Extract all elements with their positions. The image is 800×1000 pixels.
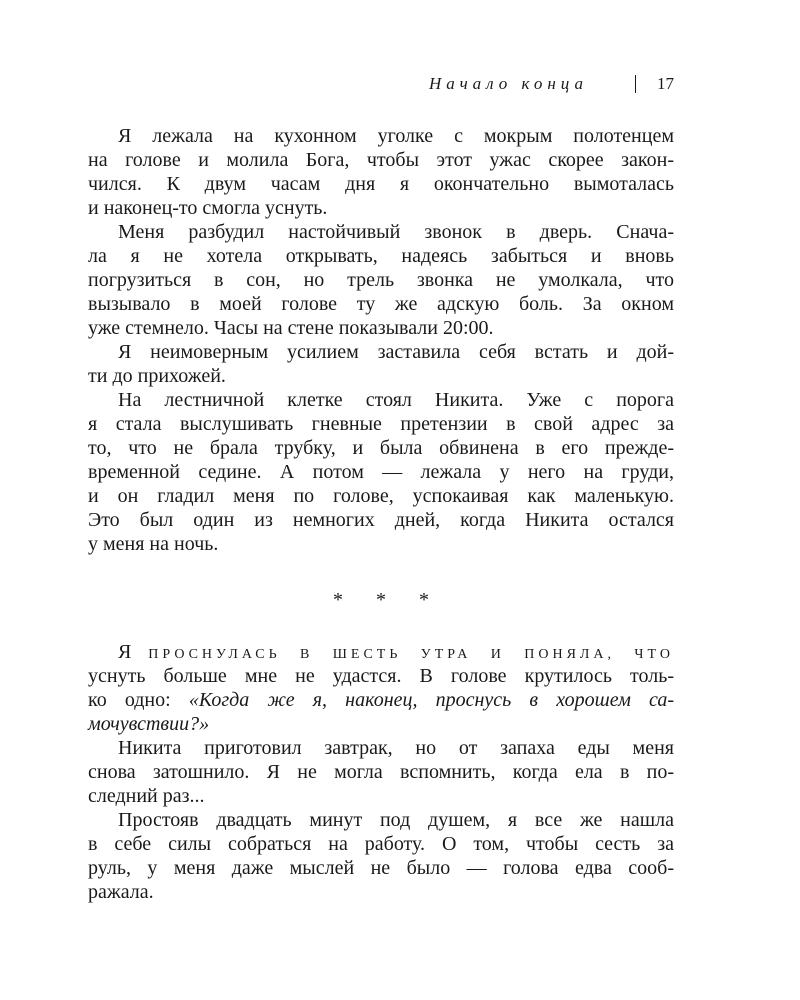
- paragraph: [88, 640, 674, 736]
- initial-word: Я: [118, 641, 132, 663]
- text-line: ражала.: [88, 881, 154, 903]
- text-line: Это был один из немногих дней, когда Никита остался: [88, 509, 674, 531]
- text-line: [88, 688, 674, 712]
- text-line: уснуть больше мне не удастся. В голове крутилось толь-: [88, 665, 674, 687]
- text-line: погрузиться в сон, но трель звонка не умолкала, что: [88, 269, 674, 291]
- text-line: Я лежала на кухонном уголке с мокрым полотенцем: [118, 125, 674, 147]
- text-line: и он гладил меня по голове, успокаивая как маленькую.: [88, 485, 674, 507]
- running-title: Начало конца: [429, 74, 588, 93]
- text-line: снова затошнило. Я не могла вспомнить, когда ела в по-: [88, 761, 674, 783]
- paragraph: [88, 220, 674, 340]
- paragraph: [88, 808, 674, 904]
- italic-quote: «Когда же я, наконец, проснусь в хорошем са-: [188, 689, 674, 711]
- text-line: то, что не брала трубку, и была обвинена в его прежде-: [88, 437, 674, 459]
- paragraph: [88, 388, 674, 556]
- text-line: временной седине. А потом — лежала у него на груди,: [88, 461, 674, 483]
- text-line: вызывало в моей голове ту же адскую боль. За окном: [88, 293, 674, 315]
- text-line: На лестничной клетке стоял Никита. Уже с порога: [118, 389, 674, 411]
- header-divider: [635, 75, 636, 93]
- paragraph: [88, 736, 674, 808]
- text-line: уже стемнело. Часы на стене показывали 20:00.: [88, 317, 494, 339]
- text-line: [88, 640, 674, 664]
- text-segment: ко одно:: [88, 689, 189, 711]
- text-line: чился. К двум часам дня я окончательно вымоталась: [88, 173, 674, 195]
- paragraph: [88, 340, 674, 388]
- text-line: Никита приготовил завтрак, но от запаха еды меня: [118, 737, 674, 759]
- text-line: ла я не хотела открывать, надеясь забыться и вновь: [88, 245, 674, 267]
- text-line: я стала выслушивать гневные претензии в свой адрес за: [88, 413, 674, 435]
- smallcaps-lead: ПРОСНУЛАСЬ В ШЕСТЬ УТРА И ПОНЯЛА, ЧТО: [148, 647, 675, 662]
- body-text: [88, 124, 674, 904]
- text-line: Я неимоверным усилием заставила себя встать и дой-: [118, 341, 674, 363]
- paragraph: [88, 124, 674, 220]
- page-number: 17: [657, 74, 674, 93]
- text-line: руль, у меня даже мыслей не было — голова едва сооб-: [88, 857, 674, 879]
- text-line: у меня на ночь.: [88, 533, 219, 555]
- text-line: Меня разбудил настойчивый звонок в дверь. Снача-: [118, 221, 674, 243]
- running-head: [88, 70, 674, 98]
- section-separator: * * *: [333, 589, 443, 611]
- text-line: Простояв двадцать минут под душем, я все же нашла: [118, 809, 674, 831]
- text-line: на голове и молила Бога, чтобы этот ужас скорее закон-: [88, 149, 674, 171]
- text-line: в себе силы собраться на работу. О том, чтобы сесть за: [88, 833, 674, 855]
- text-line: и наконец-то смогла уснуть.: [88, 197, 328, 219]
- text-line: ти до прихожей.: [88, 365, 226, 387]
- text-line: следний раз...: [88, 785, 205, 807]
- text-line: мочувствии?»: [88, 713, 210, 735]
